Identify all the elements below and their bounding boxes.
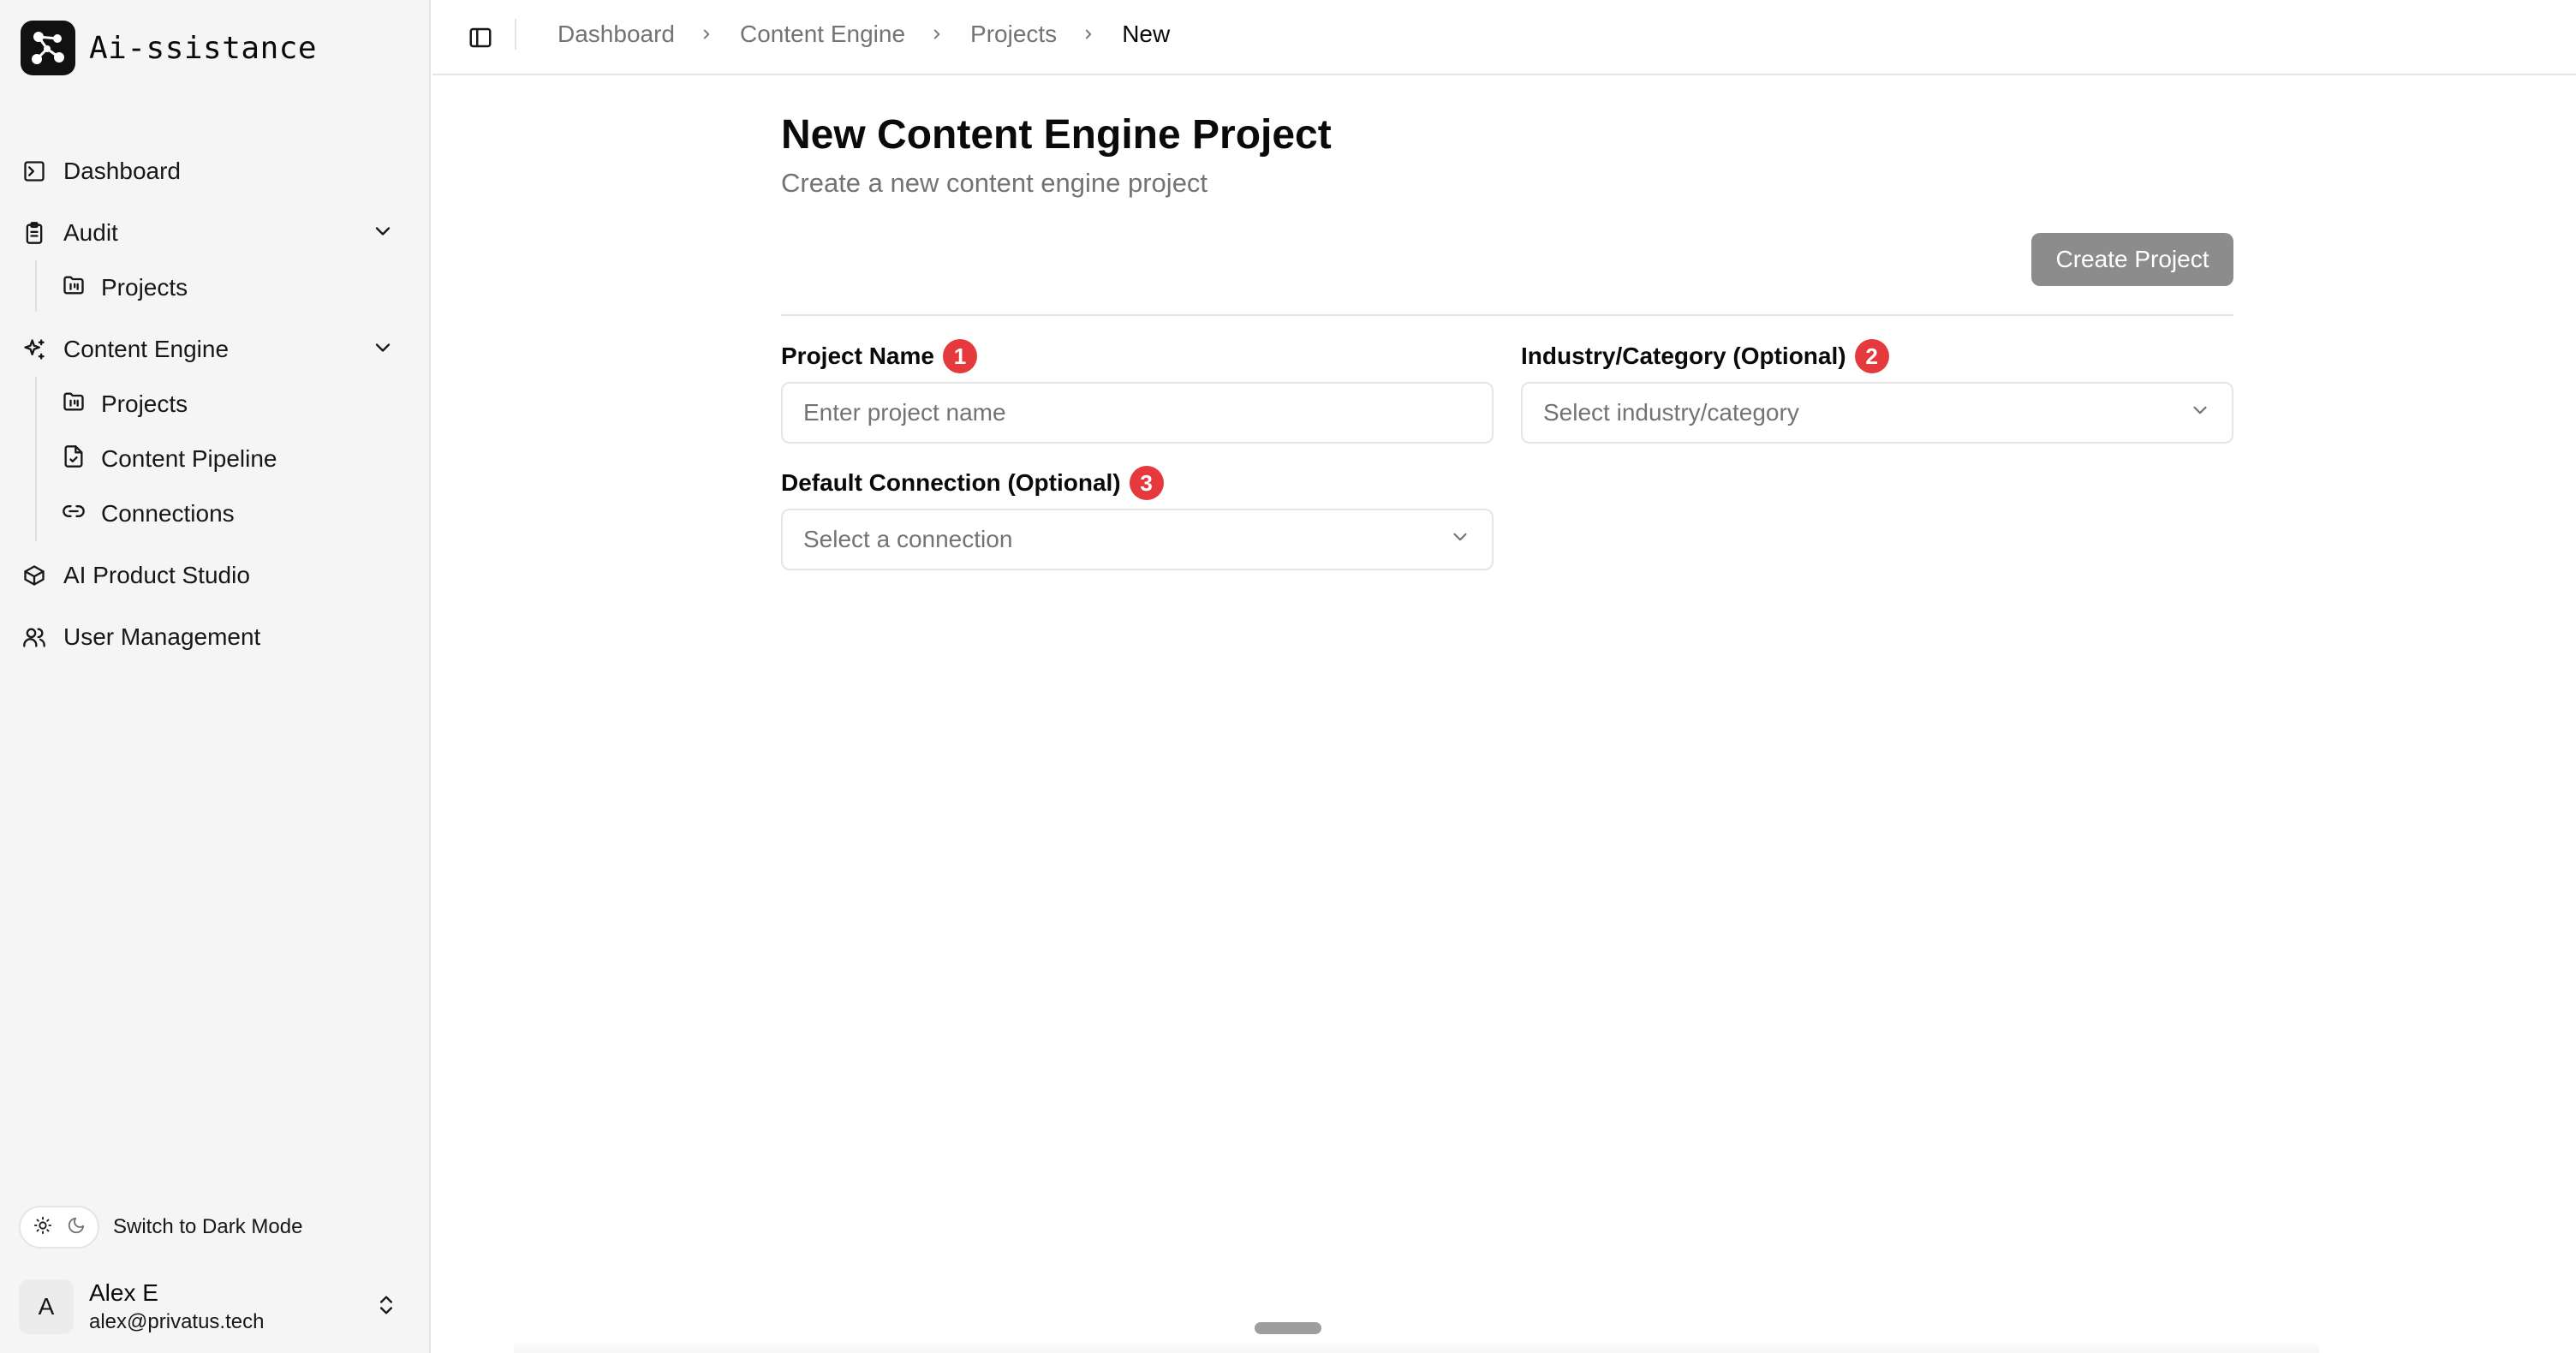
industry-select[interactable] bbox=[1521, 382, 2233, 444]
chevron-right-icon bbox=[699, 26, 716, 43]
select-placeholder: Select industry/category bbox=[1543, 399, 1799, 426]
user-menu[interactable] bbox=[19, 1274, 410, 1339]
project-name-field[interactable] bbox=[781, 382, 1494, 444]
user-name: Alex E bbox=[89, 1279, 158, 1306]
sidebar-item-content-engine[interactable] bbox=[19, 325, 410, 373]
sidebar-item-label: Audit bbox=[63, 219, 118, 246]
chevron-right-icon bbox=[929, 26, 946, 43]
sun-icon bbox=[33, 1216, 52, 1239]
step-badge: 1 bbox=[943, 339, 977, 373]
link-icon bbox=[62, 499, 86, 529]
field-label-text: Project Name bbox=[781, 343, 934, 369]
avatar: A bbox=[19, 1279, 74, 1334]
breadcrumb-content-engine[interactable]: Content Engine bbox=[739, 21, 906, 47]
project-name-input[interactable] bbox=[803, 399, 1471, 426]
submenu-line bbox=[35, 260, 37, 312]
step-badge: 3 bbox=[1130, 466, 1164, 500]
chevron-down-icon[interactable] bbox=[371, 219, 398, 247]
bottom-shadow bbox=[514, 1341, 2319, 1353]
field-label-text: Default Connection (Optional) bbox=[781, 469, 1121, 496]
sidebar-item-label: Projects bbox=[101, 390, 188, 417]
sidebar-item-label: Content Engine bbox=[63, 336, 230, 362]
clipboard-icon bbox=[21, 219, 48, 247]
moon-icon bbox=[67, 1216, 86, 1239]
chevron-right-icon bbox=[1081, 26, 1098, 43]
scroll-handle[interactable] bbox=[1255, 1322, 1321, 1334]
connection-select[interactable] bbox=[781, 509, 1494, 570]
select-placeholder: Select a connection bbox=[803, 526, 1013, 552]
users-icon bbox=[21, 623, 48, 651]
chevron-down-icon bbox=[1449, 526, 1471, 554]
sidebar-item-audit-projects[interactable] bbox=[62, 264, 410, 312]
sidebar-toggle-icon[interactable] bbox=[463, 21, 498, 55]
connection-label bbox=[781, 466, 1164, 500]
sidebar-item-dashboard[interactable] bbox=[19, 147, 410, 195]
page-subtitle: Create a new content engine project bbox=[781, 168, 1208, 198]
breadcrumb-projects[interactable]: Projects bbox=[970, 21, 1058, 47]
sidebar-item-label: Dashboard bbox=[63, 158, 181, 184]
user-email: alex@privatus.tech bbox=[89, 1310, 265, 1333]
breadcrumb-dashboard[interactable]: Dashboard bbox=[558, 21, 675, 47]
sidebar bbox=[0, 0, 431, 1353]
create-project-button[interactable]: Create Project bbox=[2031, 233, 2233, 286]
chevron-down-icon[interactable] bbox=[371, 336, 398, 363]
brand[interactable] bbox=[21, 21, 317, 75]
folder-icon bbox=[62, 273, 86, 303]
sidebar-item-label: Content Pipeline bbox=[101, 445, 277, 472]
industry-label bbox=[1521, 339, 1889, 373]
theme-toggle-switch[interactable] bbox=[19, 1206, 99, 1249]
box-icon bbox=[21, 562, 48, 589]
sidebar-item-user-management[interactable] bbox=[19, 613, 410, 661]
chevron-down-icon bbox=[2189, 399, 2211, 427]
sidebar-item-audit[interactable] bbox=[19, 209, 410, 257]
user-info bbox=[89, 1279, 264, 1334]
sidebar-item-ce-projects[interactable] bbox=[62, 380, 410, 428]
top-header bbox=[432, 0, 2576, 75]
sidebar-item-connections[interactable] bbox=[62, 490, 410, 538]
page-title: New Content Engine Project bbox=[781, 112, 1332, 158]
form-divider bbox=[781, 314, 2233, 316]
theme-toggle[interactable] bbox=[19, 1206, 302, 1249]
app-name: Ai-ssistance bbox=[89, 30, 318, 66]
folder-icon bbox=[62, 390, 86, 420]
submenu-line bbox=[35, 377, 37, 541]
project-name-label bbox=[781, 339, 977, 373]
step-badge: 2 bbox=[1855, 339, 1889, 373]
sidebar-item-ai-product-studio[interactable] bbox=[19, 551, 410, 599]
field-label-text: Industry/Category (Optional) bbox=[1521, 343, 1846, 369]
dashboard-icon bbox=[21, 158, 48, 185]
breadcrumb-current: New bbox=[1122, 21, 1171, 47]
file-check-icon bbox=[62, 444, 86, 474]
sidebar-item-label: Connections bbox=[101, 500, 235, 527]
sparkles-icon bbox=[21, 336, 48, 363]
breadcrumb bbox=[558, 19, 1170, 50]
theme-toggle-label[interactable]: Switch to Dark Mode bbox=[113, 1215, 303, 1238]
sidebar-item-label: AI Product Studio bbox=[63, 562, 250, 588]
chevrons-up-down-icon bbox=[374, 1293, 398, 1321]
network-nodes-icon bbox=[21, 21, 75, 75]
sidebar-item-label: Projects bbox=[101, 274, 188, 301]
sidebar-item-content-pipeline[interactable] bbox=[62, 435, 410, 483]
header-divider bbox=[515, 19, 516, 50]
sidebar-item-label: User Management bbox=[63, 623, 261, 650]
